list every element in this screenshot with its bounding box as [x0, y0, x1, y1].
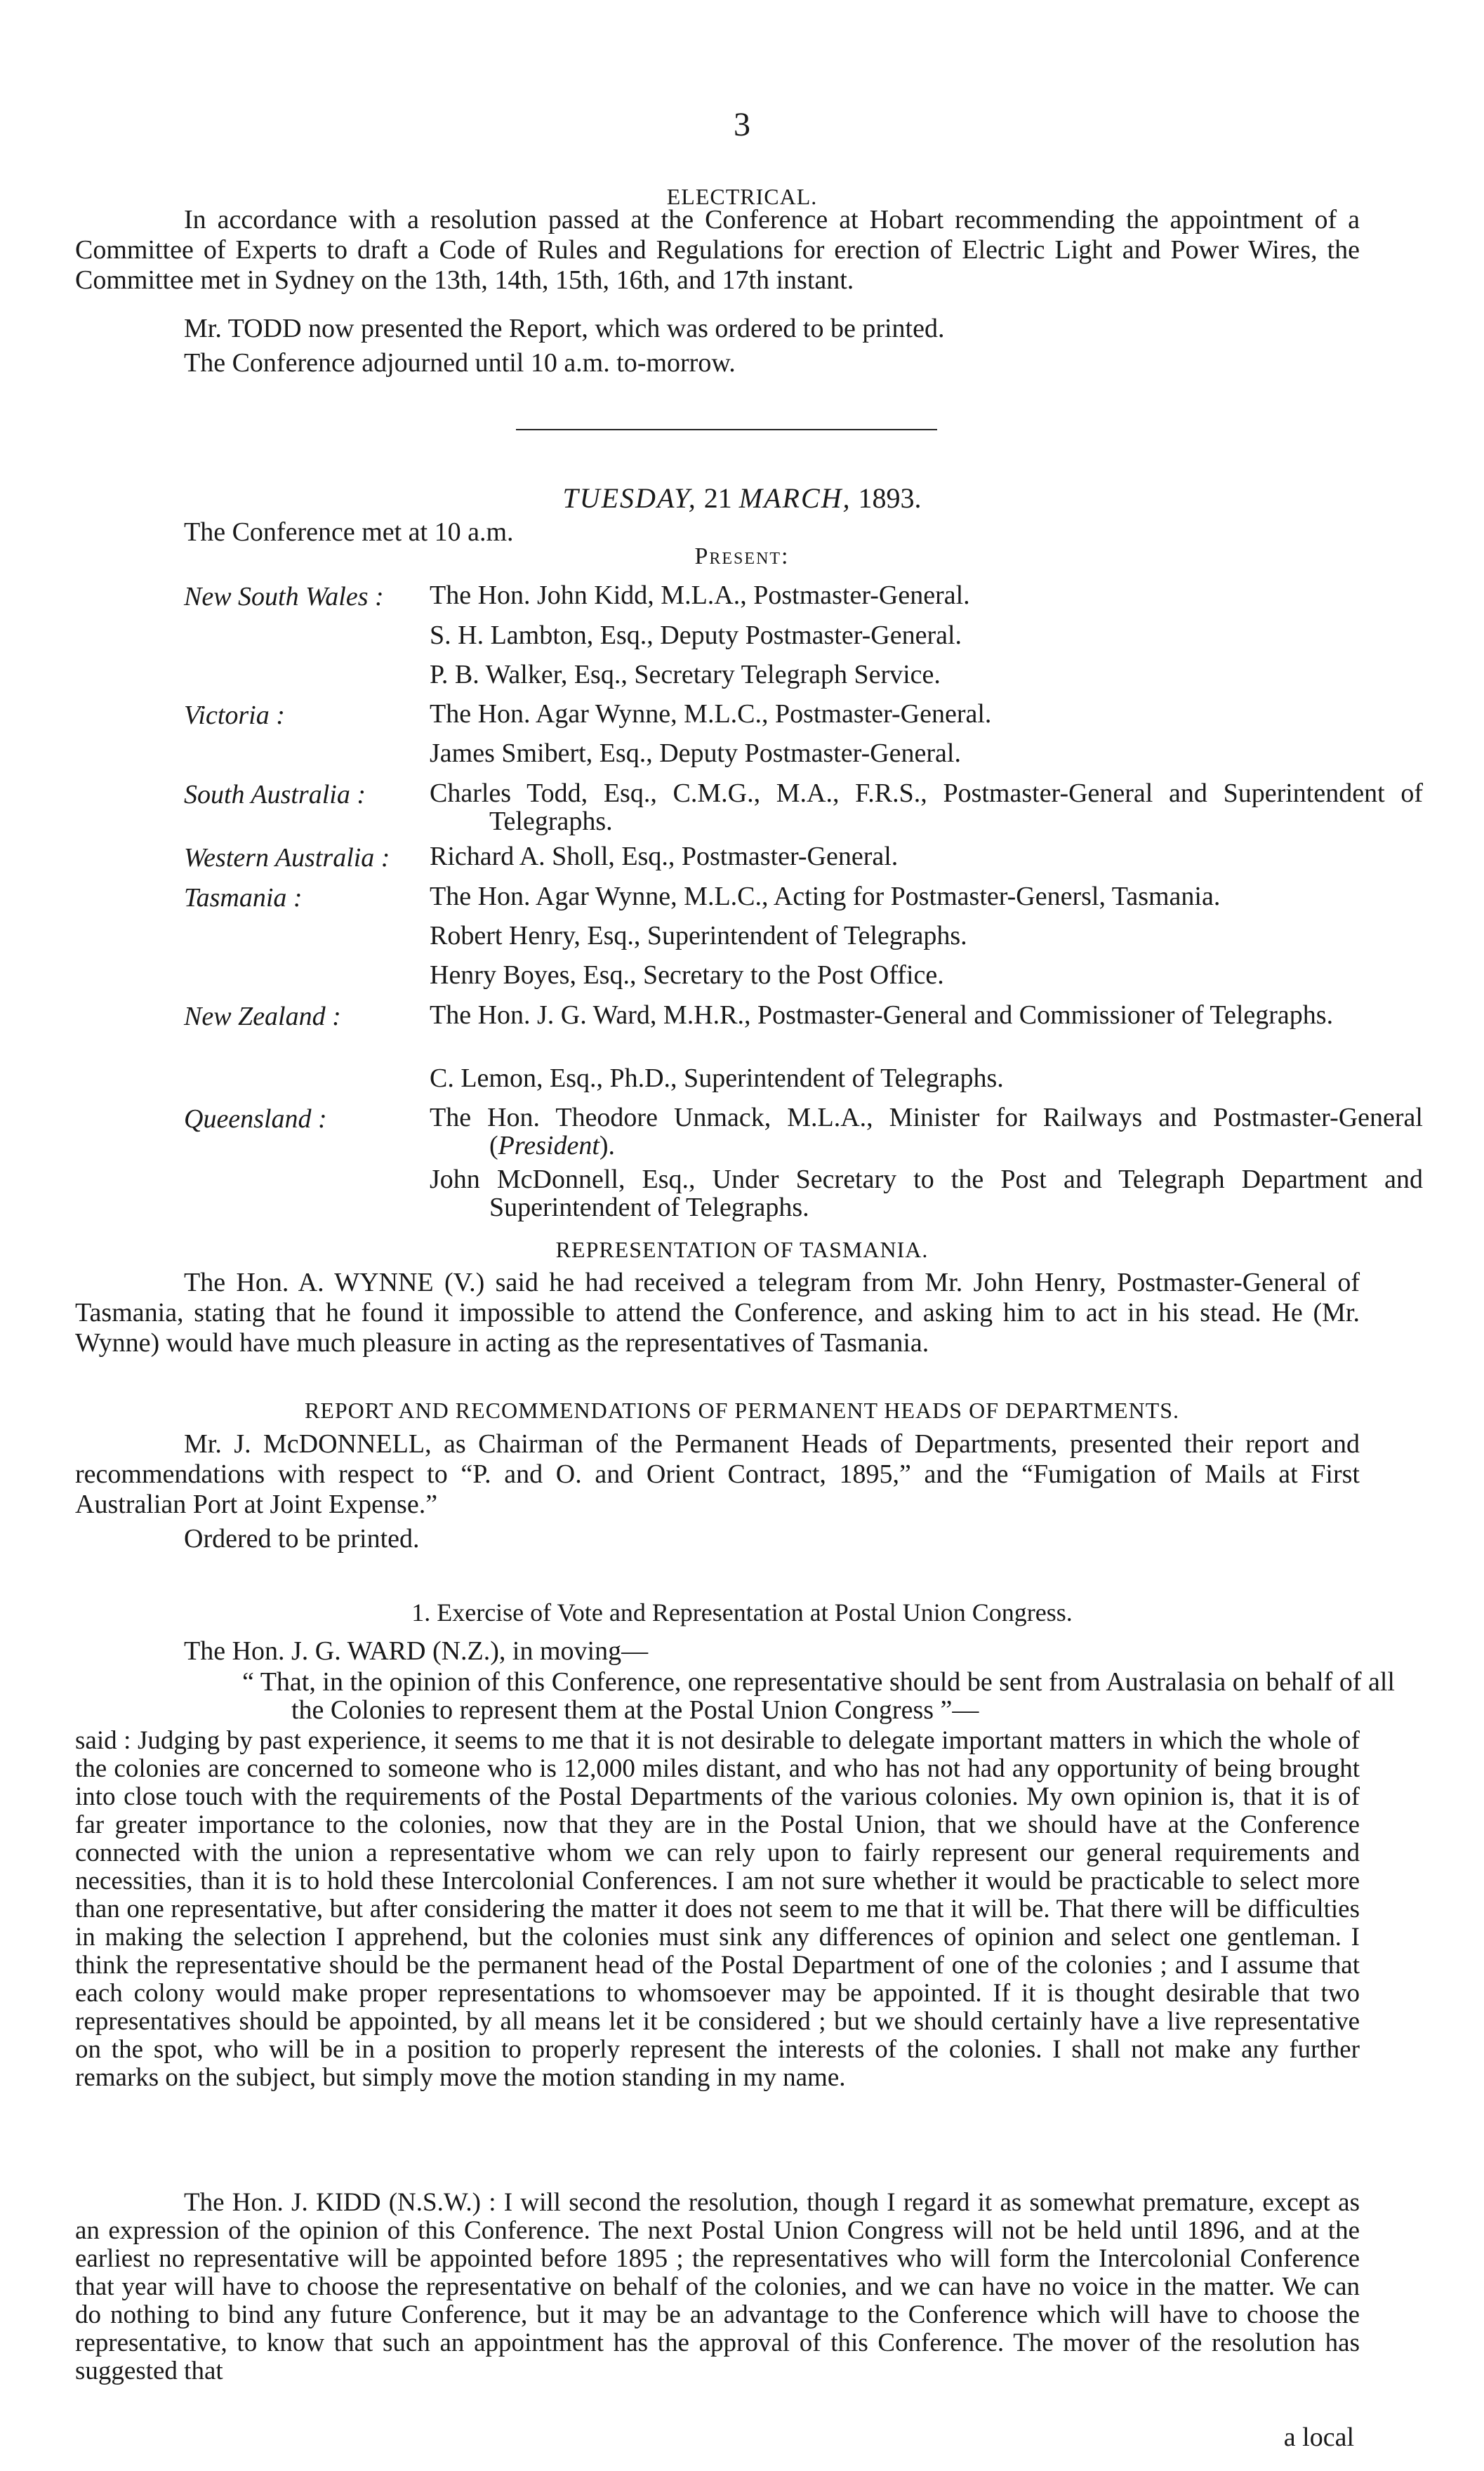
conference-met: The Conference met at 10 a.m.: [184, 517, 514, 547]
colony-nsw: New South Wales :: [184, 582, 384, 611]
tasmania-representation-paragraph: The Hon. A. WYNNE (V.) said he had received a telegram from Mr. John Henry, Postmaster-General of Tasmania, stating that he found it impossible to attend the Conference, and asking him to act in his stead. He (Mr. Wynne) would have much pleasure in acting as the representatives of Tasmania.: [75, 1268, 1360, 1358]
ward-moving: The Hon. J. G. WARD (N.Z.), in moving—: [184, 1636, 649, 1666]
president-title: President: [498, 1131, 599, 1160]
meeting-day: TUESDAY,: [562, 482, 697, 514]
ward-speech: said : Judging by past experience, it seems to me that it is not desirable to delegate important matters in which the whole of the colonies are concerned to someone who is 12,000 miles distant, and who has not had any opportunity of being brought into close touch with the requirements of the Postal Departments of the various colonies. My own opinion is, that it is of far greater importance to the colonies, now that they are in the Postal Union, that we should have at the Conference connected with the union a representative whom we can rely upon to fairly represent our general requirements and necessities, than it is to hold these Intercolonial Conferences. I am not sure whether it would be practicable to select more than one representative, but after considering the matter it does not seem to me that it will be. That there will be difficulties in making the selection I apprehend, but the colonies must sink any differences of opinion and select one gentleman. I think the representative should be the permanent head of the Postal Department of one of the colonies ; and I assume that each colony would make proper representations to whomsoever may be appointed. If it is thought desirable that two representatives should be appointed, by all means let it be considered ; but we should certainly have a live representative on the spot, who will be in a position to properly represent the interests of the colonies. I shall not make any further remarks on the subject, but simply move the motion standing in my name.: [75, 1726, 1360, 2092]
member-vic-1: [430, 700, 1423, 728]
member-tas-3: [430, 961, 1423, 989]
member-nz-2: [430, 1064, 1423, 1092]
member-nsw-3: [430, 661, 1423, 689]
member-sa-1: [430, 779, 1423, 835]
colony-south-australia: South Australia :: [184, 780, 366, 809]
member-text: Richard A. Sholl, Esq., Postmaster-General.: [430, 842, 899, 871]
member-nz-1: [430, 1001, 1423, 1029]
motion-text: “ That, in the opinion of this Conference, one representative should be sent from Australasia on behalf of all the Colonies to represent them at the Postal Union Congress ”—: [242, 1667, 1395, 1725]
member-text: The Hon. J. G. Ward, M.H.R., Postmaster-General and Commissioner of Telegraphs.: [430, 1000, 1334, 1030]
member-vic-2: [430, 739, 1423, 767]
colony-victoria: Victoria :: [184, 701, 285, 730]
member-text: C. Lemon, Esq., Ph.D., Superintendent of Telegraphs.: [430, 1064, 1004, 1093]
todd-report-line: Mr. TODD now presented the Report, which was ordered to be printed.: [184, 314, 945, 343]
member-text: Charles Todd, Esq., C.M.G., M.A., F.R.S., Postmaster-General and Superintendent of Telegraphs.: [430, 779, 1423, 836]
member-text: John McDonnell, Esq., Under Secretary to the Post and Telegraph Department and Superintendent of Telegraphs.: [430, 1165, 1423, 1222]
member-text: Henry Boyes, Esq., Secretary to the Post Office.: [430, 960, 944, 990]
tasmania-representation-heading: REPRESENTATION OF TASMANIA.: [555, 1237, 929, 1262]
member-qld-2: [430, 1165, 1423, 1221]
member-qld-1: [430, 1104, 1423, 1160]
colony-western-australia: Western Australia :: [184, 843, 390, 873]
member-nsw-2: [430, 621, 1423, 649]
member-text: James Smibert, Esq., Deputy Postmaster-General.: [430, 738, 961, 768]
meeting-month: MARCH,: [738, 482, 852, 514]
member-text: The Hon. Theodore Unmack, M.L.A., Minister for Railways and Postmaster-General (: [430, 1103, 1423, 1160]
member-text: The Hon. Agar Wynne, M.L.C., Acting for Postmaster-Genersl, Tasmania.: [430, 882, 1221, 911]
member-nsw-1: [430, 581, 1423, 609]
member-text: S. H. Lambton, Esq., Deputy Postmaster-General.: [430, 621, 962, 650]
meeting-date: [0, 482, 1484, 515]
catchword: a local: [1283, 2423, 1354, 2452]
permanent-heads-paragraph: Mr. J. McDONNELL, as Chairman of the Permanent Heads of Departments, presented their report and recommendations with respect to “P. and O. and Orient Contract, 1895,” and the “Fumigation of Mails at First Australian Port at Joint Expense.”: [75, 1429, 1360, 1519]
member-text: Robert Henry, Esq., Superintendent of Telegraphs.: [430, 921, 967, 950]
member-tas-2: [430, 922, 1423, 950]
electrical-paragraph: In accordance with a resolution passed at the Conference at Hobart recommending the appointment of a Committee of Experts to draft a Code of Rules and Regulations for erection of Electric Light and Power Wires, the Committee met in Sydney on the 13th, 14th, 15th, 16th, and 17th instant.: [75, 205, 1360, 295]
meeting-date-number: 21: [703, 482, 732, 514]
colony-new-zealand: New Zealand :: [184, 1002, 341, 1031]
adjourn-line: The Conference adjourned until 10 a.m. to-morrow.: [184, 348, 736, 378]
electrical-heading: ELECTRICAL.: [666, 184, 818, 209]
permanent-heads-heading: REPORT AND RECOMMENDATIONS OF PERMANENT HEADS OF DEPARTMENTS.: [304, 1398, 1180, 1423]
meeting-year: 1893.: [858, 482, 922, 514]
ordered-printed: Ordered to be printed.: [184, 1524, 420, 1554]
postal-union-heading: 1. Exercise of Vote and Representation at Postal Union Congress.: [411, 1598, 1073, 1627]
colony-queensland: Queensland :: [184, 1104, 327, 1134]
member-tas-1: [430, 882, 1423, 910]
member-text: The Hon. John Kidd, M.L.A., Postmaster-General.: [430, 581, 970, 610]
present-heading: Present:: [694, 543, 790, 569]
member-wa-1: [430, 842, 1423, 870]
member-text: P. B. Walker, Esq., Secretary Telegraph Service.: [430, 660, 941, 689]
section-divider: [516, 429, 937, 430]
colony-tasmania: Tasmania :: [184, 883, 303, 913]
kidd-speech: The Hon. J. KIDD (N.S.W.) : I will second the resolution, though I regard it as somewhat premature, except as an expression of the opinion of this Conference. The next Postal Union Congress will not be held until 1896, and at the earliest no representative will be appointed before 1895 ; the representatives who will form the Intercolonial Conference that year will have to choose the representative on behalf of the colonies, and we can have no voice in the matter. We can do nothing to bind any future Conference, but it may be an advantage to the Conference which will have to choose the representative, to know that such an appointment has the approval of this Conference. The mover of the resolution has suggested that: [75, 2188, 1360, 2385]
member-text: The Hon. Agar Wynne, M.L.C., Postmaster-General.: [430, 699, 992, 729]
page-number: 3: [734, 106, 750, 143]
member-text-end: ).: [599, 1131, 616, 1160]
